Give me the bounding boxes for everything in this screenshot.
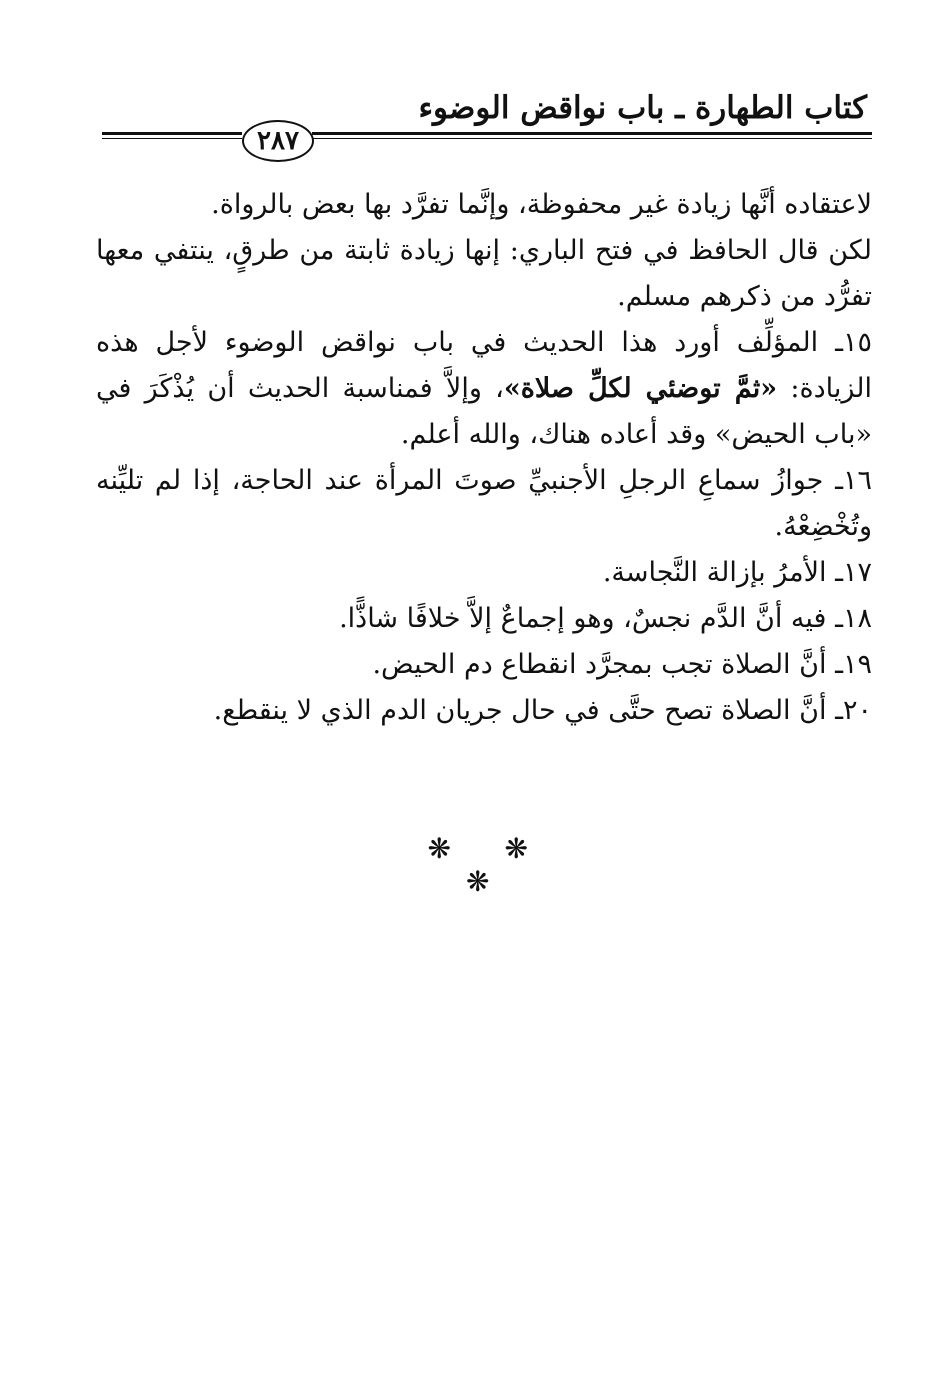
paragraph: لكن قال الحافظ في فتح الباري: إنها زيادة ثابتة من طرقٍ، ينتفي معها تفرُّد من ذكرهم مسلم. [96, 235, 872, 312]
list-item-20 [96, 688, 872, 734]
item-text: جوازُ سماعِ الرجلِ الأجنبيِّ صوتَ المرأة عند الحاجة، إذا لم تليِّنه وتُخْضِعْهُ. [96, 465, 872, 542]
item-number: ١٧ـ [835, 557, 872, 588]
star-icon: ❋ [466, 865, 520, 898]
item-text: الأمرُ بإزالة النَّجاسة. [602, 557, 827, 588]
header-rule-left [102, 132, 242, 139]
list-item-15 [96, 320, 872, 458]
list-item-16 [96, 458, 872, 550]
list-item-17 [96, 550, 872, 596]
item-number: ١٦ـ [835, 465, 872, 496]
section-separator [400, 832, 570, 898]
paragraph: لاعتقاده أنَّها زيادة غير محفوظة، وإنَّما تفرَّد بها بعض بالرواة. [211, 189, 872, 220]
list-item-18 [96, 596, 872, 642]
page-number: ٢٨٧ [242, 120, 314, 162]
star-icon: ❋ [504, 832, 558, 865]
item-text: فيه أنَّ الدَّم نجسٌ، وهو إجماعٌ إلاَّ خلافًا شاذًّا. [339, 603, 827, 634]
item-number: ١٥ـ [835, 327, 872, 358]
item-number: ١٨ـ [835, 603, 872, 634]
item-text: أنَّ الصلاة تصح حتَّى في حال جريان الدم الذي لا ينقطع. [213, 695, 827, 726]
item-number: ١٩ـ [835, 649, 872, 680]
header-rule-right [312, 132, 872, 139]
star-icon: ❋ [427, 832, 482, 865]
main-text [96, 182, 872, 734]
item-text: ، وإلاَّ فمناسبة الحديث أن يُذْكَرَ في «باب الحيض» وقد أعاده هناك، والله أعلم. [96, 373, 872, 450]
running-header-title: كتاب الطهارة ـ باب نواقض الوضوء [418, 90, 867, 126]
item-text: المؤلِّف أورد هذا الحديث في باب نواقض الوضوء لأجل هذه الزيادة: [96, 327, 872, 404]
list-item-19 [96, 642, 872, 688]
item-text: أنَّ الصلاة تجب بمجرَّد انقطاع دم الحيض. [372, 649, 827, 680]
item-number: ٢٠ـ [835, 695, 872, 726]
hadith-quote: «ثمَّ توضئي لكلِّ صلاة» [503, 373, 778, 404]
